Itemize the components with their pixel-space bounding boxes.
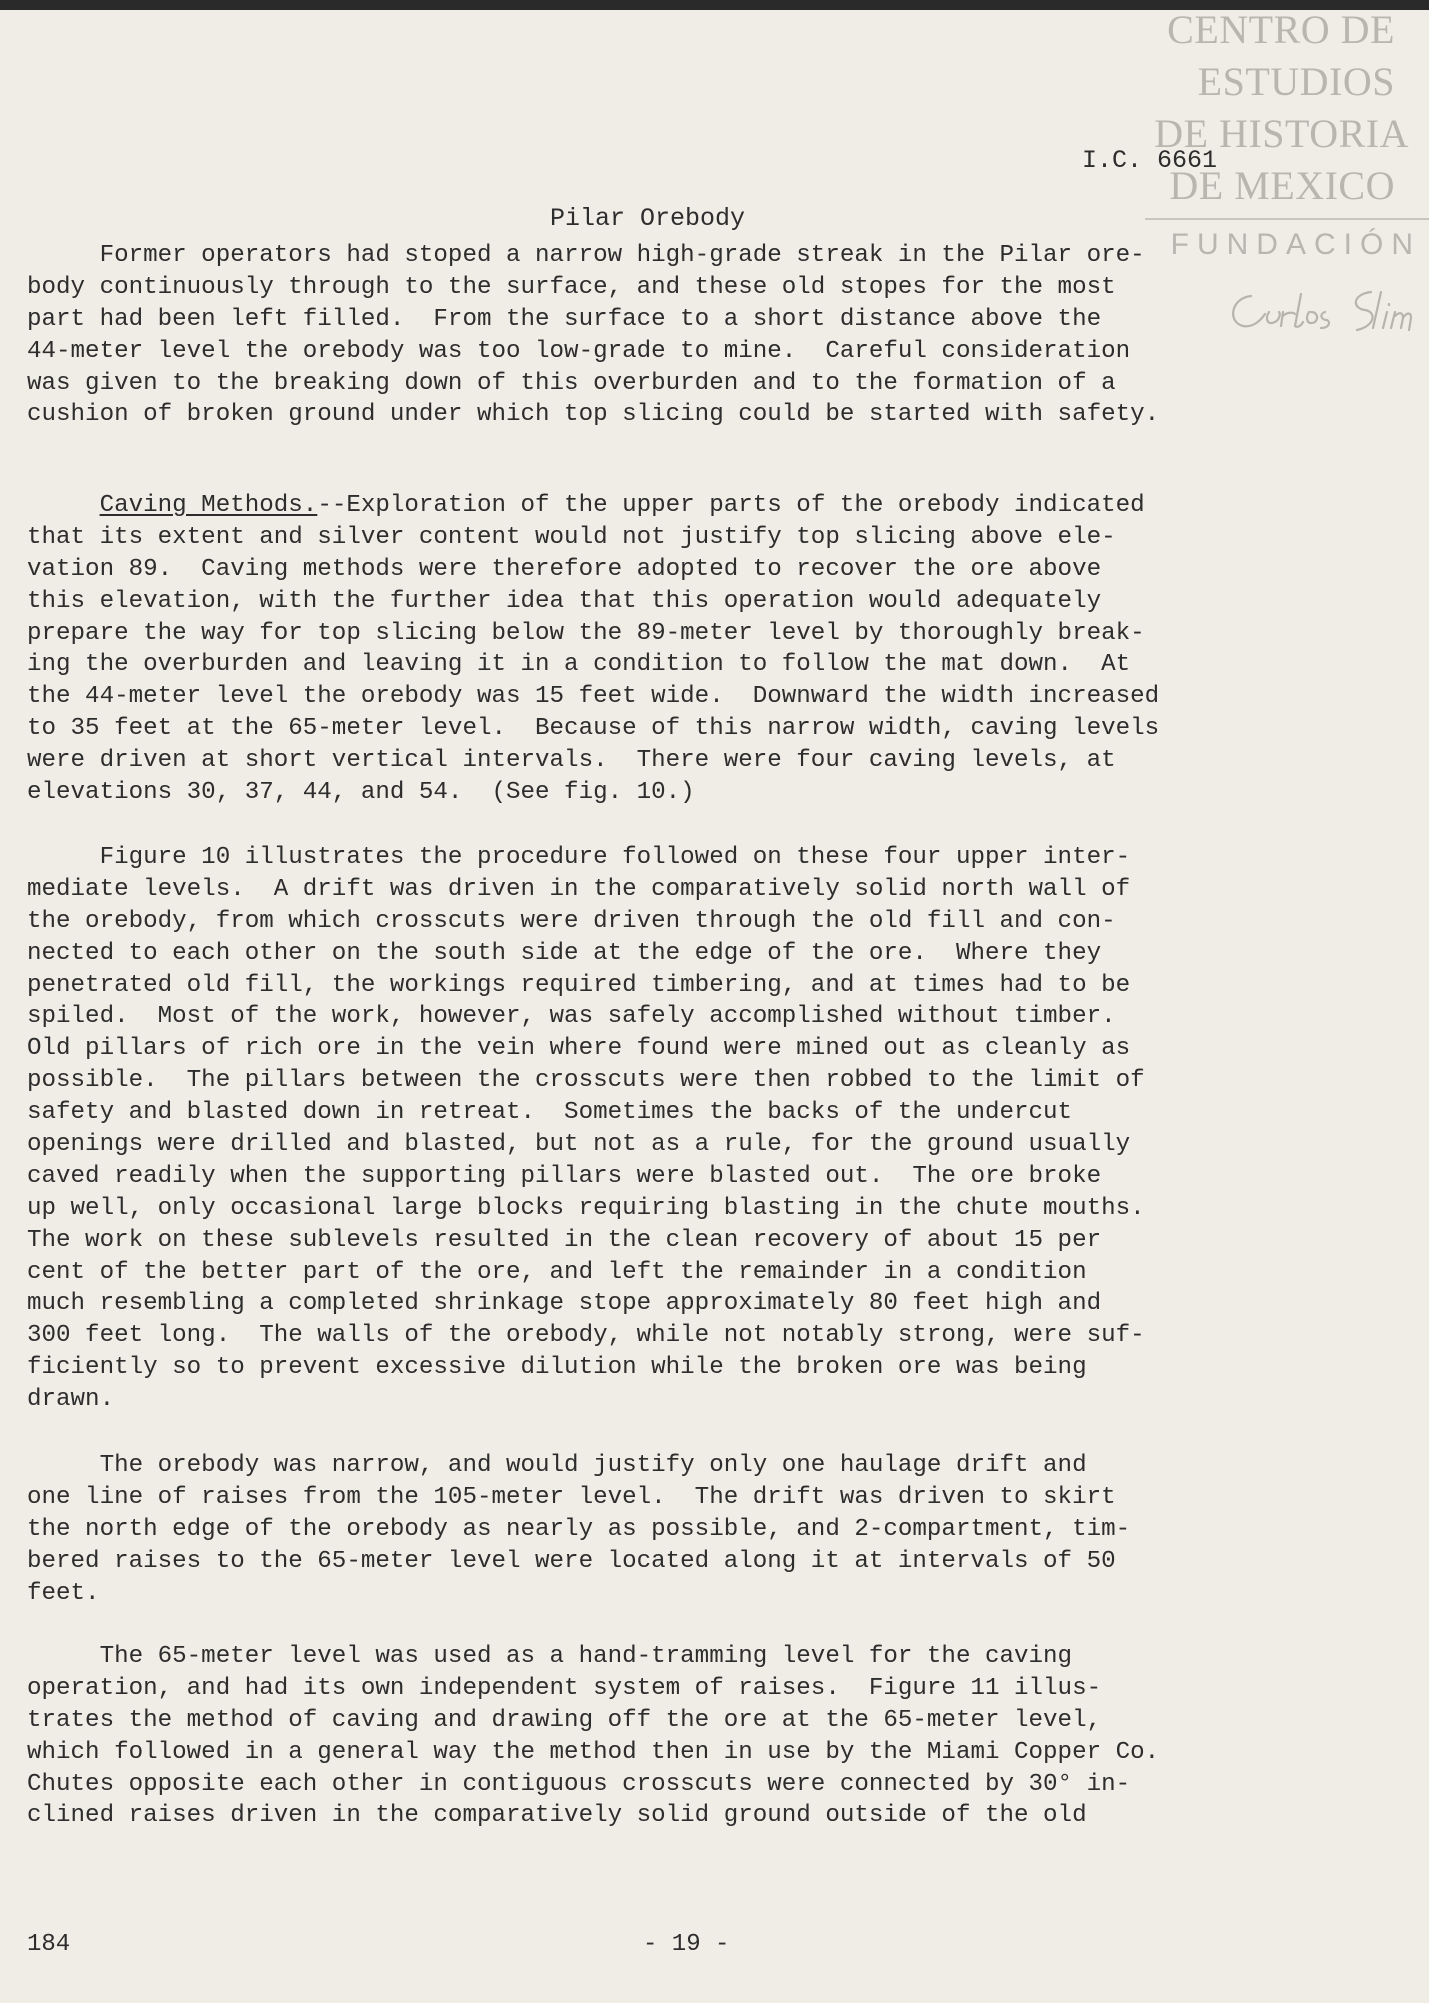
text-line: ing the overburden and leaving it in a condition to follow the mat down. At <box>27 651 1131 679</box>
text-line: possible. The pillars between the crosscuts were then robbed to the limit of <box>27 1067 1145 1095</box>
text-line: this elevation, with the further idea that this operation would adequately <box>27 587 1102 615</box>
text-line: The orebody was narrow, and would justify only one haulage drift and <box>27 1452 1087 1479</box>
text-line: prepare the way for top slicing below the 89-meter level by thoroughly break- <box>27 619 1145 647</box>
paragraph-1 <box>27 240 1159 431</box>
text-line: much resembling a completed shrinkage stope approximately 80 feet high and <box>27 1290 1102 1318</box>
text-line: was given to the breaking down of this overburden and to the formation of a <box>27 369 1116 397</box>
text-line: bered raises to the 65-meter level were located along it at intervals of 50 <box>27 1547 1116 1575</box>
text-line: to 35 feet at the 65-meter level. Because of this narrow width, caving levels <box>27 715 1160 743</box>
text-line: caved readily when the supporting pillars were blasted out. The ore broke <box>27 1162 1102 1190</box>
page-title: Pilar Orebody <box>550 204 746 233</box>
text-line: The 65-meter level was used as a hand-tramming level for the caving <box>27 1643 1073 1670</box>
text-line-with-heading <box>27 490 1159 522</box>
text-line: feet. <box>27 1579 100 1607</box>
paragraph-3 <box>27 842 1145 1416</box>
text-line: mediate levels. A drift was driven in the comparatively solid north wall of <box>27 875 1131 903</box>
paragraph-2 <box>27 490 1159 809</box>
footer-archive-number: 184 <box>27 1931 71 1958</box>
archive-watermark <box>1145 6 1429 261</box>
text-line: the 44-meter level the orebody was 15 feet wide. Downward the width increased <box>27 683 1160 711</box>
text-line: which followed in a general way the method then in use by the Miami Copper Co. <box>27 1738 1160 1766</box>
text-line: 300 feet long. The walls of the orebody, while not notably strong, were suf- <box>27 1322 1145 1350</box>
indent <box>27 492 100 519</box>
text-line: 44-meter level the orebody was too low-grade to mine. Careful consideration <box>27 337 1131 365</box>
section-heading: Caving Methods. <box>99 492 318 519</box>
text-line: nected to each other on the south side at the edge of the ore. Where they <box>27 939 1102 967</box>
page-number: - 19 - <box>643 1931 730 1958</box>
watermark-rule <box>1145 218 1429 220</box>
text-line: elevations 30, 37, 44, and 54. (See fig. 10.) <box>27 779 695 807</box>
paragraph-5 <box>27 1641 1159 1832</box>
text-line: the orebody, from which crosscuts were driven through the old fill and con- <box>27 907 1116 935</box>
text-line: clined raises driven in the comparatively solid ground outside of the old <box>27 1802 1087 1830</box>
text-line: penetrated old fill, the workings required timbering, and at times had to be <box>27 971 1131 999</box>
text-line: body continuously through to the surface, and these old stopes for the most <box>27 273 1116 301</box>
text-line: cent of the better part of the ore, and left the remainder in a condition <box>27 1258 1087 1286</box>
text-line: vation 89. Caving methods were therefore adopted to recover the ore above <box>27 555 1102 583</box>
text-line: safety and blasted down in retreat. Sometimes the backs of the undercut <box>27 1099 1073 1127</box>
text-line: drawn. <box>27 1386 115 1414</box>
document-id: I.C. 6661 <box>1082 146 1218 175</box>
text-line: up well, only occasional large blocks requiring blasting in the chute mouths. <box>27 1194 1145 1222</box>
watermark-signature-icon <box>1221 282 1425 342</box>
text-line: Figure 10 illustrates the procedure followed on these four upper inter- <box>27 844 1131 871</box>
text-line: ficiently so to prevent excessive dilution while the broken ore was being <box>27 1354 1087 1382</box>
watermark-foundation: FUNDACIÓN <box>1170 228 1421 261</box>
text-line: spiled. Most of the work, however, was safely accomplished without timber. <box>27 1003 1116 1031</box>
paragraph-4 <box>27 1450 1130 1609</box>
text-line: that its extent and silver content would not justify top slicing above ele- <box>27 523 1116 551</box>
text-line: part had been left filled. From the surface to a short distance above the <box>27 305 1102 333</box>
watermark-line-2: ESTUDIOS <box>1197 59 1395 104</box>
watermark-line-3: DE HISTORIA <box>1154 111 1409 156</box>
text-line: one line of raises from the 105-meter level. The drift was driven to skirt <box>27 1483 1116 1511</box>
text-line: Old pillars of rich ore in the vein where found were mined out as cleanly as <box>27 1035 1131 1063</box>
text-line: trates the method of caving and drawing off the ore at the 65-meter level, <box>27 1706 1102 1734</box>
text-line: The work on these sublevels resulted in the clean recovery of about 15 per <box>27 1226 1102 1254</box>
text-line: Former operators had stoped a narrow high-grade streak in the Pilar ore- <box>27 242 1145 269</box>
text-line: operation, and had its own independent system of raises. Figure 11 illus- <box>27 1674 1102 1702</box>
text-line: Chutes opposite each other in contiguous crosscuts were connected by 30° in- <box>27 1770 1131 1798</box>
watermark-line-1: CENTRO DE <box>1167 7 1395 52</box>
text-line: were driven at short vertical intervals. There were four caving levels, at <box>27 747 1116 775</box>
text-line: openings were drilled and blasted, but not as a rule, for the ground usually <box>27 1131 1131 1159</box>
text-fragment: --Exploration of the upper parts of the orebody indicated <box>317 492 1145 519</box>
text-line: the north edge of the orebody as nearly as possible, and 2-compartment, tim- <box>27 1515 1131 1543</box>
watermark-line-4: DE MEXICO <box>1169 163 1395 208</box>
text-line: cushion of broken ground under which top slicing could be started with safety. <box>27 401 1160 429</box>
